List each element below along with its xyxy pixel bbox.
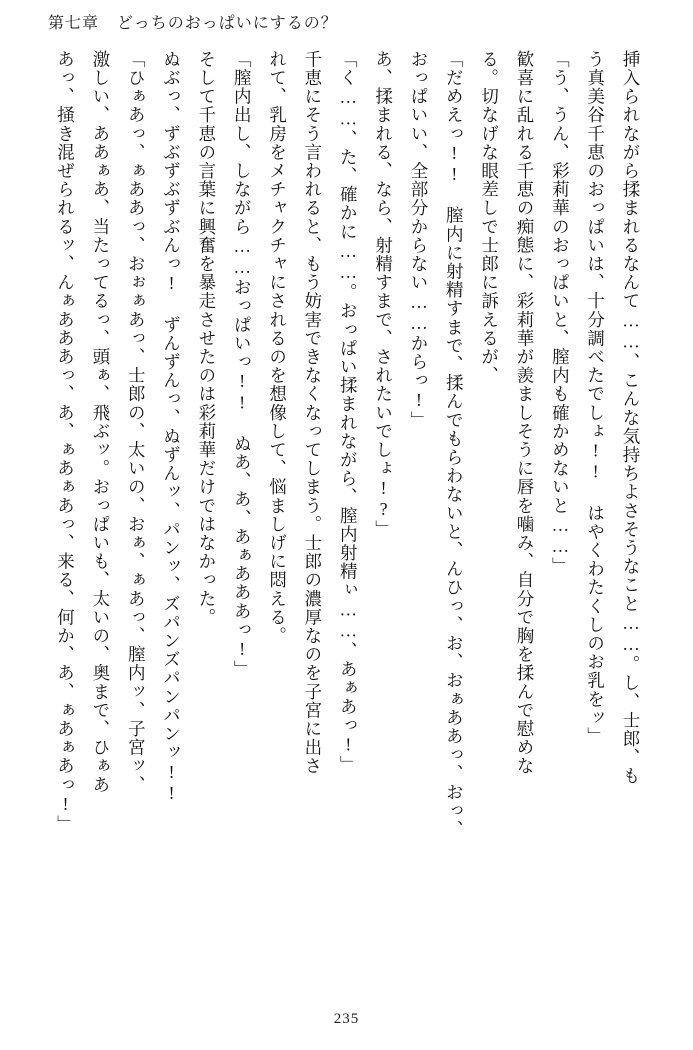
chapter-header — [48, 10, 653, 38]
paragraph: る。切なげな眼差しで士郎に訴えるが、 — [479, 50, 500, 385]
paragraph: 「膣内出し、しながら……おっぱいっ!! ぬあ、あ、あぁあああっ!」 — [232, 50, 253, 679]
body-text-vertical — [44, 50, 648, 995]
page-number: 235 — [333, 1011, 360, 1027]
paragraph: 「く……、た、確かに……。おっぱい揉まれながら、膣内射精ぃ……、あぁあっ!」 — [338, 50, 359, 775]
paragraph: 「う、うん、彩莉華のおっぱいと、膣内も確かめないと……」 — [550, 50, 571, 576]
paragraph: れて、乳房をメチャクチャにされるのを想像して、悩ましげに悶える。 — [267, 50, 288, 646]
paragraph: ぬぶっ、ずぶずぶずぶんっ! ずんずんっ、ぬずんッ、パンッ、ズパンズパンパンッ!! — [161, 50, 182, 804]
paragraph: 歓喜に乱れる千恵の痴態に、彩莉華が羨ましそうに唇を噛み、自分で胸を揉んで慰めな — [514, 50, 535, 776]
paragraph: あっ、掻き混ぜられるッ、んぁあああっ、あ、ぁあぁあっ、来る、何か、あ、ぁあぁあっ!」 — [55, 50, 76, 834]
paragraph: 「だめえっ!! 膣内に射精すまで、揉んでもらわないと、んひっ、お、おぁああっ、おっ、 — [444, 50, 465, 839]
paragraph: そして千恵の言葉に興奮を暴走させたのは彩莉華だけではなかった。 — [196, 50, 217, 627]
paragraph: 激しい、ああぁあ、当たってるっ、頭ぁ、飛ぶッ。おっぱいも、太いの、奥まで、ひぁあ — [90, 50, 111, 794]
chapter-title: どっちのおっぱいにするの？ — [117, 15, 338, 32]
chapter-number: 第七章 — [48, 15, 100, 32]
paragraph: 「ひぁあっ、ぁああっ、おぉぁあっ、士郎の、太いの、おぁ、ぁあっ、膣内ッ、子宮ッ、 — [126, 50, 147, 794]
paragraph: う真美谷千恵のおっぱいは、十分調べたでしょ!! はやくわたくしのお乳をッ」 — [585, 50, 606, 746]
paragraph: 挿入られながら揉まれるなんて……、こんな気持ちよさそうなこと……。し、士郎、も — [621, 50, 641, 786]
paragraph: おっぱいい、全部分からない……からっ!」 — [408, 50, 429, 430]
paragraph: 千恵にそう言われると、もう妨害できなくなってしまう。士郎の濃厚なのを子宮に出さ — [302, 50, 323, 776]
paragraph: あ、揉まれる、なら、射精すまで、されたいでしょ!?」 — [373, 50, 394, 539]
